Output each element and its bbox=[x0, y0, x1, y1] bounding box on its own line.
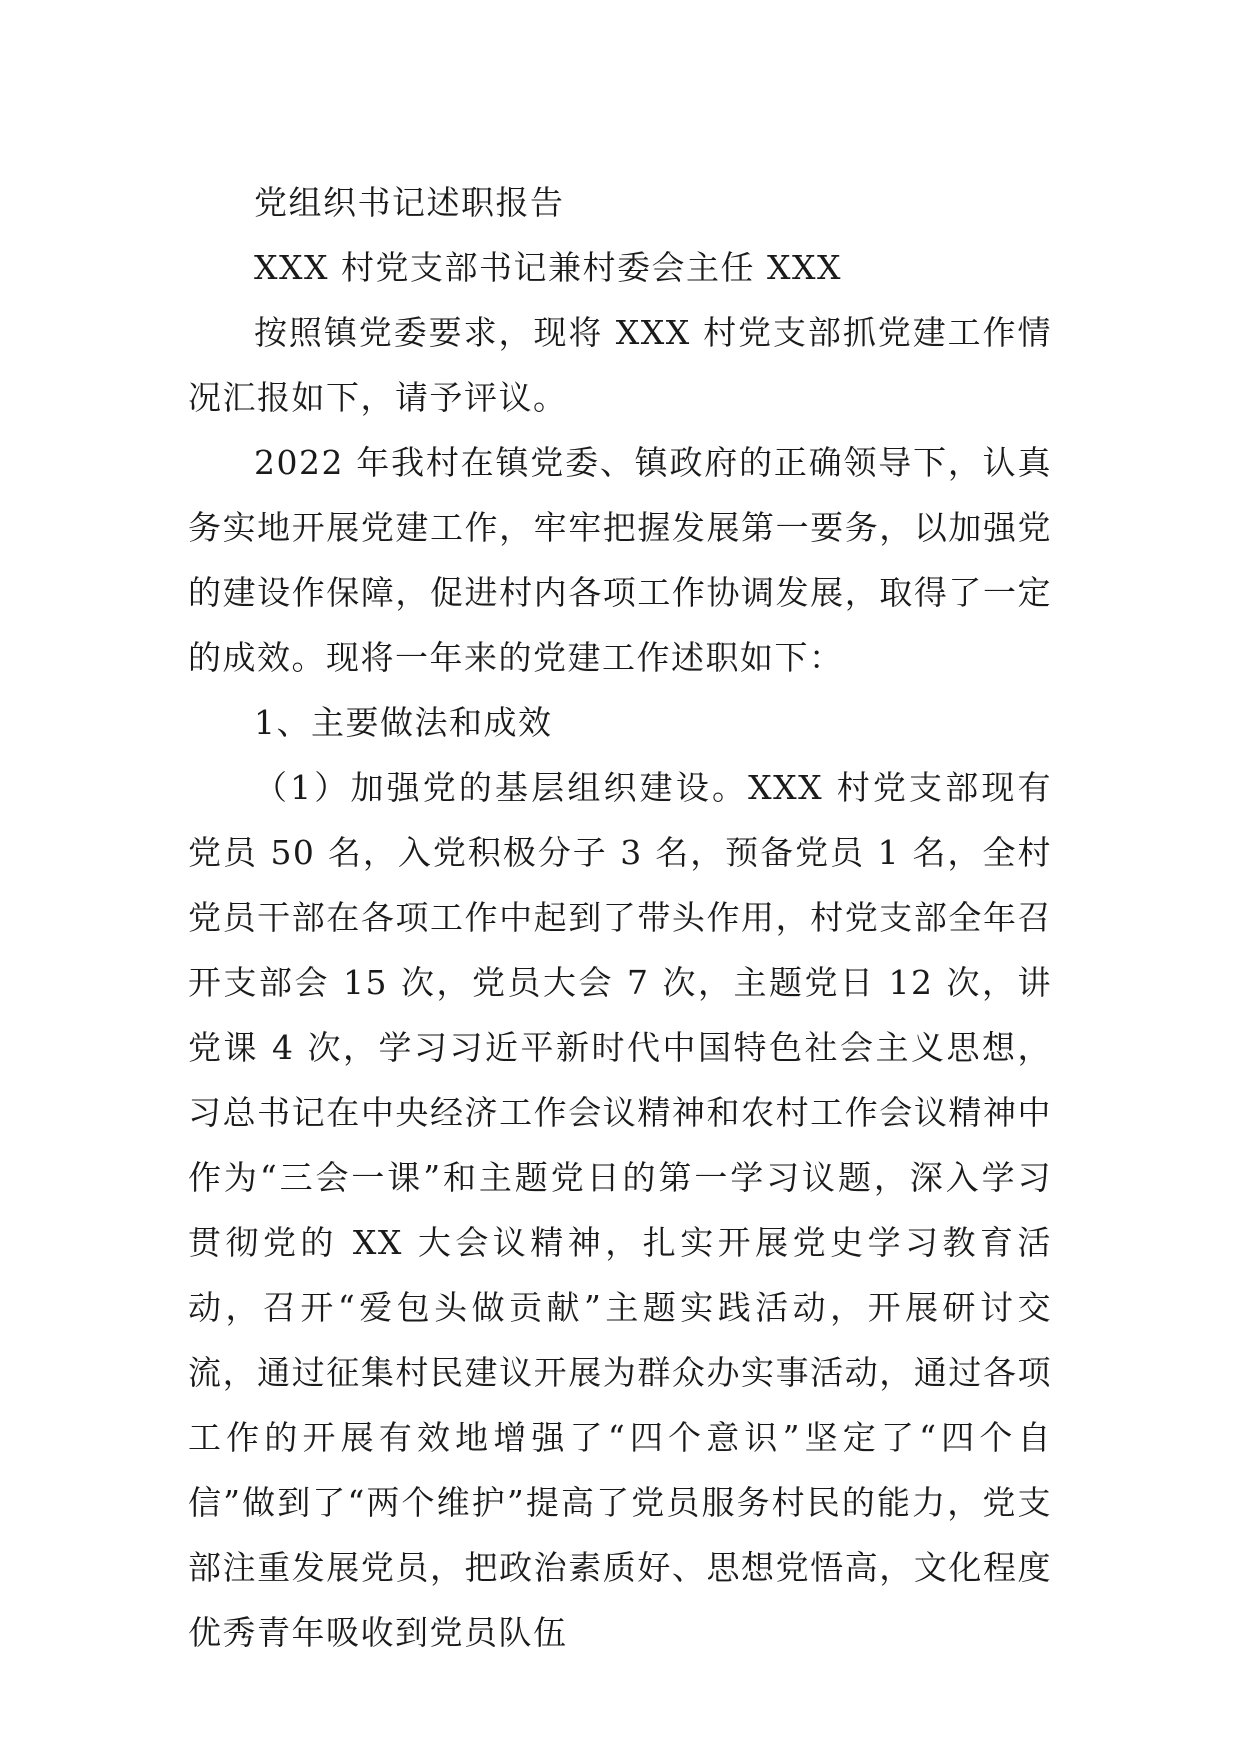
document-body bbox=[188, 170, 1052, 1665]
body-paragraph: （1）加强党的基层组织建设。XXX 村党支部现有党员 50 名，入党积极分子 3 名，预备党员 1 名，全村党员干部在各项工作中起到了带头作用，村党支部全年召开支部会 15 次，党员大会 7 次，主题党日 12 次，讲党课 4 次，学习习近平新时代中国特色社会主义思想，习总书记在中央经济工作会议精神和农村工作会议精神中作为“三会一课”和主题党日的第一学习议题，深入学习贯彻党的 XX 大会议精神，扎实开展党史学习教育活动，召开“爱包头做贡献”主题实践活动，开展研讨交流，通过征集村民建议开展为群众办实事活动，通过各项工作的开展有效地增强了“四个意识”坚定了“四个自信”做到了“两个维护”提高了党员服务村民的能力，党支部注重发展党员，把政治素质好、思想党悟高，文化程度优秀青年吸收到党员队伍 bbox=[188, 768, 1052, 1652]
document-title: 党组织书记述职报告 bbox=[254, 183, 565, 222]
section-heading: 1、主要做法和成效 bbox=[254, 703, 553, 742]
author-line: XXX 村党支部书记兼村委会主任 XXX bbox=[254, 248, 842, 287]
intro-paragraph: 按照镇党委要求，现将 XXX 村党支部抓党建工作情况汇报如下，请予评议。 bbox=[188, 313, 1052, 417]
summary-paragraph: 2022 年我村在镇党委、镇政府的正确领导下，认真务实地开展党建工作，牢牢把握发展第一要务，以加强党的建设作保障，促进村内各项工作协调发展，取得了一定的成效。现将一年来的党建工作述职如下： bbox=[188, 443, 1052, 677]
